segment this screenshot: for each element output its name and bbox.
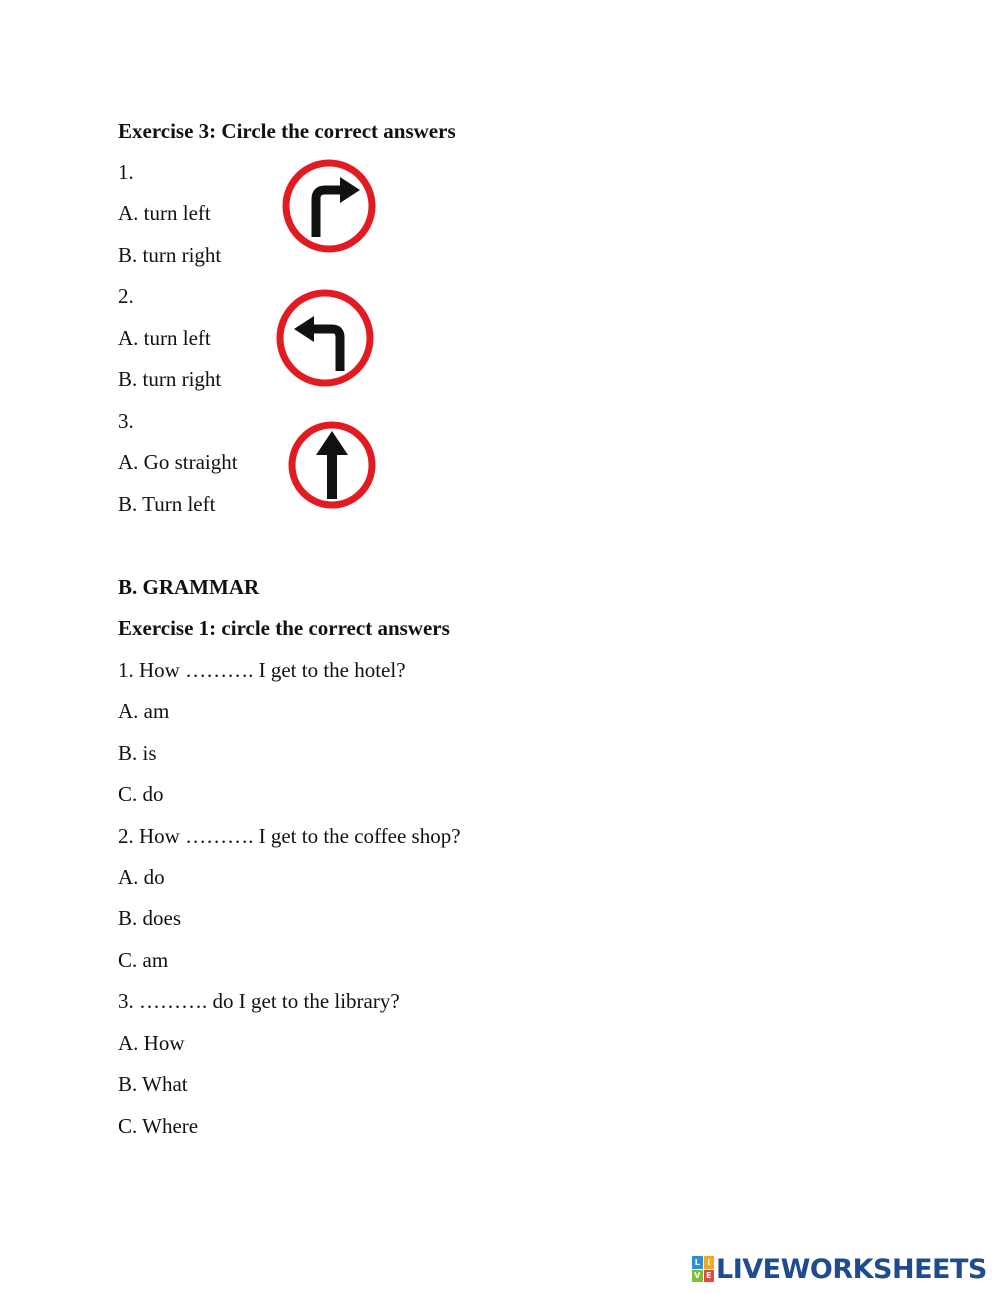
grammar-q1-option-a[interactable]: A. am [118, 699, 170, 723]
turn-right-sign-icon [280, 157, 378, 255]
ex3-item2-number: 2. [118, 284, 134, 308]
grammar-q3-question: 3. ………. do I get to the library? [118, 989, 400, 1013]
grammar-heading: B. GRAMMAR [118, 575, 260, 599]
turn-left-sign-icon [274, 287, 376, 389]
logo-badge-letter: E [704, 1270, 715, 1283]
ex3-item3-option-b[interactable]: B. Turn left [118, 492, 216, 516]
grammar-q2-option-c[interactable]: C. am [118, 948, 169, 972]
logo-badge-letter: V [692, 1270, 703, 1283]
ex3-item3-option-a[interactable]: A. Go straight [118, 450, 238, 474]
ex3-item3-number: 3. [118, 409, 134, 433]
grammar-q3-option-a[interactable]: A. How [118, 1031, 185, 1055]
grammar-q1-question: 1. How ………. I get to the hotel? [118, 658, 406, 682]
liveworksheets-logo [692, 1253, 987, 1285]
grammar-q1-option-b[interactable]: B. is [118, 741, 157, 765]
grammar-q2-option-b[interactable]: B. does [118, 906, 181, 930]
ex3-item2-option-b[interactable]: B. turn right [118, 367, 222, 391]
grammar-q2-question: 2. How ………. I get to the coffee shop? [118, 824, 461, 848]
ex3-item1-option-b[interactable]: B. turn right [118, 243, 222, 267]
ex3-item1-option-a[interactable]: A. turn left [118, 201, 211, 225]
ex3-item1-number: 1. [118, 160, 134, 184]
grammar-q2-option-a[interactable]: A. do [118, 865, 165, 889]
logo-badge-letter: I [704, 1256, 715, 1269]
logo-text: LIVEWORKSHEETS [716, 1253, 987, 1285]
ex3-item2-option-a[interactable]: A. turn left [118, 326, 211, 350]
go-straight-sign-icon [286, 419, 378, 511]
grammar-exercise1-title: Exercise 1: circle the correct answers [118, 616, 450, 640]
logo-badge-letter: L [692, 1256, 703, 1269]
grammar-q3-option-c[interactable]: C. Where [118, 1114, 199, 1138]
grammar-q1-option-c[interactable]: C. do [118, 782, 164, 806]
logo-badge-icon [692, 1256, 714, 1282]
grammar-q3-option-b[interactable]: B. What [118, 1072, 188, 1096]
exercise3-title: Exercise 3: Circle the correct answers [118, 119, 456, 143]
